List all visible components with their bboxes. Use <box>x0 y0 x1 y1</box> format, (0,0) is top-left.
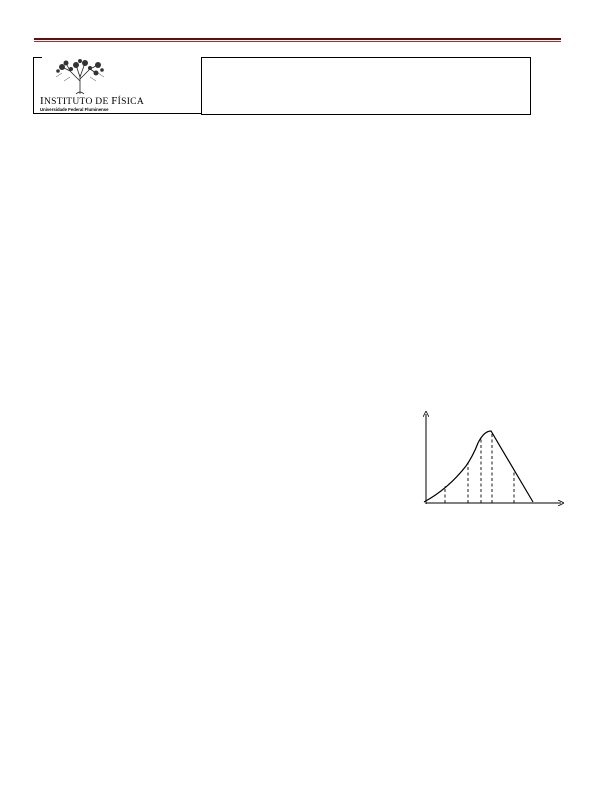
university-name: Universidade Federal Fluminense <box>40 107 109 112</box>
institute-rest-2: ÍSICA <box>117 97 144 107</box>
header-rule-red <box>34 41 561 42</box>
distribution-graph <box>418 411 564 511</box>
header-info-cell <box>201 57 531 115</box>
logo-cell <box>33 57 201 114</box>
institute-initial-1: I <box>40 95 44 107</box>
distribution-curve <box>424 431 533 502</box>
institute-rest-1: NSTITUTO DE <box>43 97 112 107</box>
logo-cell-corner <box>34 57 42 58</box>
tree-logo-icon <box>50 57 110 95</box>
header-table <box>33 57 529 114</box>
header-rule-dark <box>34 38 561 40</box>
institute-name <box>40 95 144 107</box>
institute-initial-2: F <box>111 95 118 107</box>
